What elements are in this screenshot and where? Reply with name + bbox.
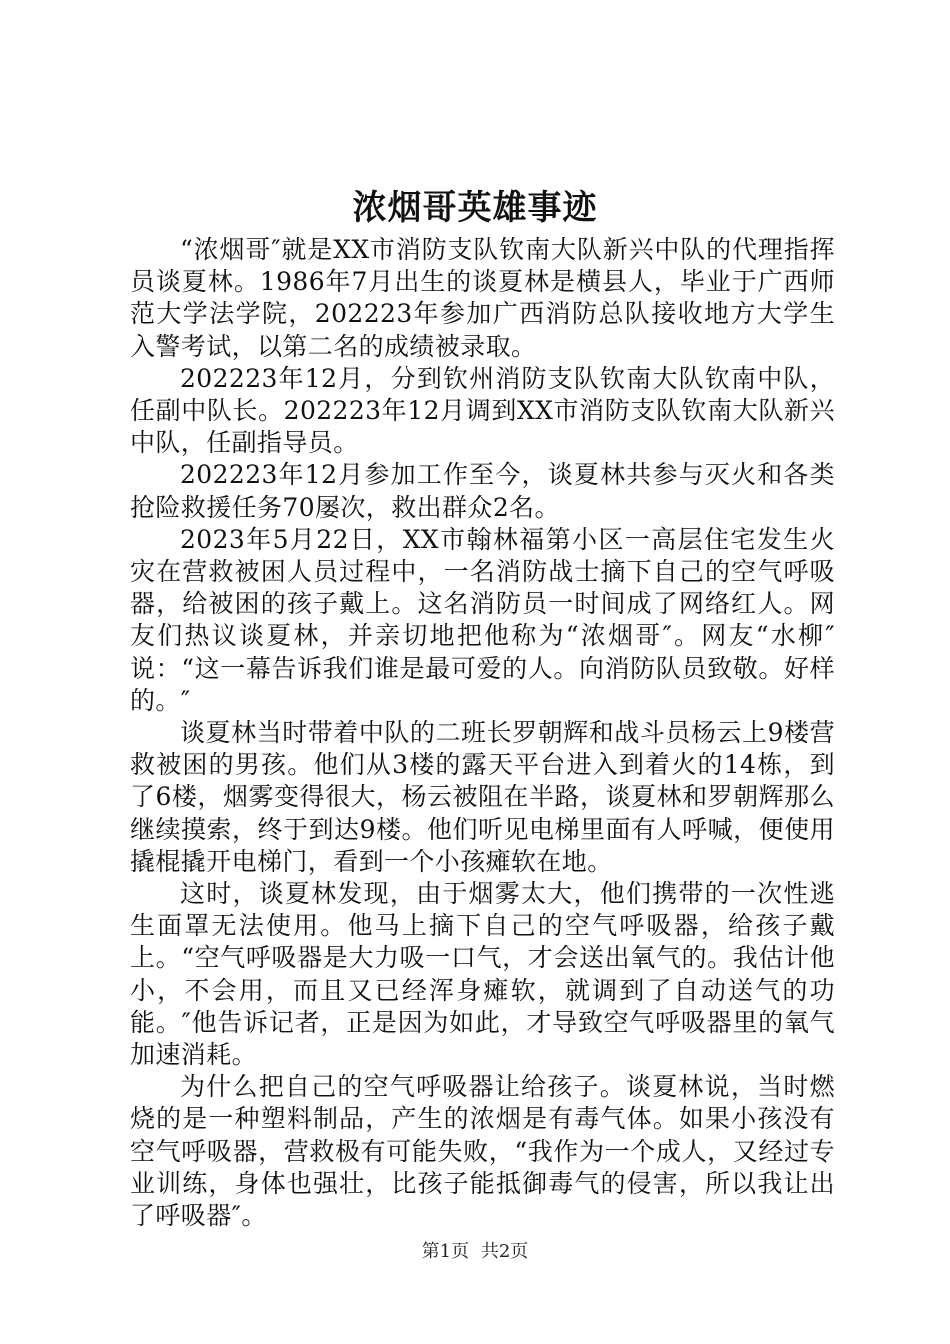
- page-number: 第1页: [421, 1241, 470, 1262]
- paragraph-6: 这时，谈夏林发现，由于烟雾太大，他们携带的一次性逃生面罩无法使用。他马上摘下自己的空气呼吸器，给孩子戴上。“空气呼吸器是大力吸一口气，才会送出氧气的。我估计他小，不会用，而且又已经浑身瘫软，就调到了自动送气的功能。″他告诉记者，正是因为如此，才导致空气呼吸器里的氧气加速消耗。: [130, 879, 835, 1070]
- document-title: 浓烟哥英雄事迹: [352, 188, 598, 228]
- page-footer: [0, 1240, 950, 1264]
- paragraph-5: 谈夏林当时带着中队的二班长罗朝辉和战斗员杨云上9楼营救被困的男孩。他们从3楼的露天平台进入到着火的14栋，到了6楼，烟雾变得很大，杨云被阻在半路，谈夏林和罗朝辉那么继续摸索，终于到达9楼。他们听见电梯里面有人呼喊，便使用撬棍撬开电梯门，看到一个小孩瘫软在地。: [130, 718, 835, 876]
- paragraph-2: 202223年12月，分到钦州消防支队钦南大队钦南中队，任副中队长。202223年12月调到XX市消防支队钦南大队新兴中队，任副指导员。: [130, 363, 835, 458]
- paragraph-1: “浓烟哥″就是XX市消防支队钦南大队新兴中队的代理指挥员谈夏林。1986年7月出生的谈夏林是横县人，毕业于广西师范大学法学院，202223年参加广西消防总队接收地方大学生入警考试，以第二名的成绩被录取。: [130, 235, 835, 361]
- paragraph-3: 202223年12月参加工作至今，谈夏林共参与灭火和各类抢险救援任务70屡次，救出群众2名。: [130, 460, 835, 522]
- paragraph-4: 2023年5月22日，XX市翰林福第小区一高层住宅发生火灾在营救被困人员过程中，一名消防战士摘下自己的空气呼吸器，给被困的孩子戴上。这名消防员一时间成了网络红人。网友们热议谈夏林，并亲切地把他称为“浓烟哥″。网友“水柳″说：“这一幕告诉我们谁是最可爱的人。向消防队员致敬。好样的。″: [130, 524, 835, 715]
- paragraph-7: 为什么把自己的空气呼吸器让给孩子。谈夏林说，当时燃烧的是一种塑料制品，产生的浓烟是有毒气体。如果小孩没有空气呼吸器，营救极有可能失败，“我作为一个成人，又经过专业训练，身体也强壮，比孩子能抵御毒气的侵害，所以我让出了呼吸器″。: [130, 1072, 835, 1231]
- page-total: 共2页: [480, 1241, 529, 1262]
- document-body: [130, 234, 835, 1232]
